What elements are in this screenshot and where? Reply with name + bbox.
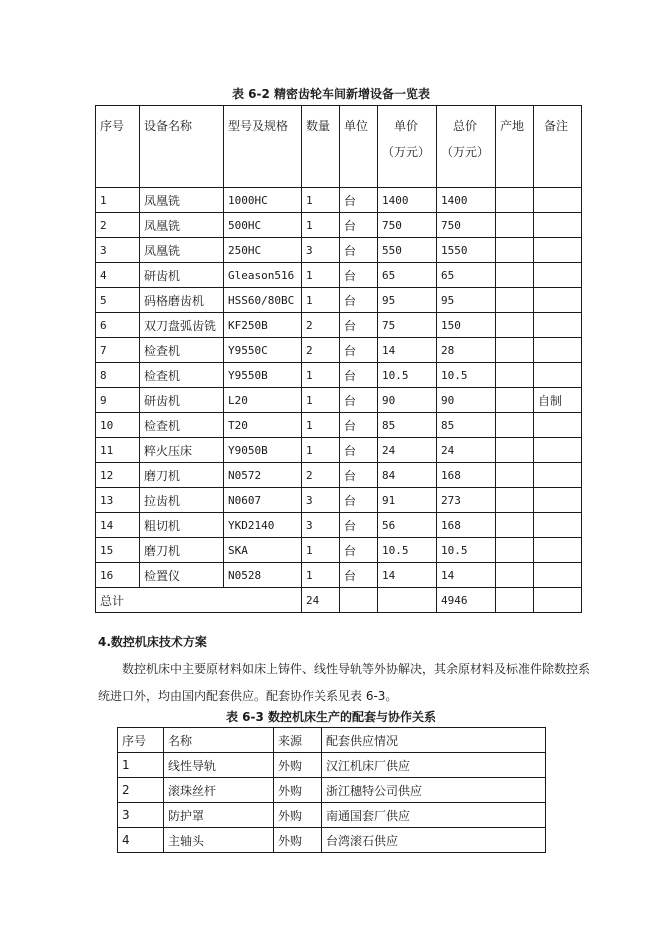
header-name: 名称 — [164, 728, 274, 753]
cell-remark — [534, 238, 582, 263]
cell-model: L20 — [224, 388, 302, 413]
table-row — [96, 413, 582, 438]
cell-name: 检查机 — [140, 363, 224, 388]
total-empty — [496, 588, 534, 613]
cell-no: 2 — [118, 778, 164, 803]
cell-origin — [496, 238, 534, 263]
cell-qty: 1 — [302, 438, 340, 463]
cell-total: 24 — [437, 438, 496, 463]
cell-origin — [496, 488, 534, 513]
cell-name: 主轴头 — [164, 828, 274, 853]
cell-origin — [496, 263, 534, 288]
header-qty: 数量 — [302, 106, 340, 188]
cell-no: 11 — [96, 438, 140, 463]
cell-model: 500HC — [224, 213, 302, 238]
total-empty — [534, 588, 582, 613]
cell-unit: 台 — [340, 338, 378, 363]
cell-total: 168 — [437, 513, 496, 538]
cell-unit: 台 — [340, 363, 378, 388]
cell-unit: 台 — [340, 238, 378, 263]
cell-remark — [534, 338, 582, 363]
header-no: 序号 — [96, 106, 140, 188]
table-row — [118, 828, 546, 853]
table-row — [96, 313, 582, 338]
cell-name: 凤凰铣 — [140, 238, 224, 263]
cell-name: 凤凰铣 — [140, 188, 224, 213]
cell-remark — [534, 213, 582, 238]
cell-remark — [534, 488, 582, 513]
cell-name: 磨刀机 — [140, 538, 224, 563]
cell-total: 85 — [437, 413, 496, 438]
cell-remark — [534, 538, 582, 563]
cell-no: 1 — [96, 188, 140, 213]
cell-name: 拉齿机 — [140, 488, 224, 513]
cell-qty: 1 — [302, 288, 340, 313]
cell-name: 码格磨齿机 — [140, 288, 224, 313]
cell-origin — [496, 213, 534, 238]
table2-header-row — [118, 728, 546, 753]
cell-origin — [496, 438, 534, 463]
total-row — [96, 588, 582, 613]
cell-name: 粹火压床 — [140, 438, 224, 463]
cell-qty: 1 — [302, 213, 340, 238]
cell-origin — [496, 388, 534, 413]
cell-origin — [496, 363, 534, 388]
cell-supply: 南通国套厂供应 — [322, 803, 546, 828]
cell-no: 3 — [118, 803, 164, 828]
cell-name: 线性导轨 — [164, 753, 274, 778]
table1-header-row — [96, 106, 582, 188]
table-row — [96, 438, 582, 463]
cell-unit: 台 — [340, 288, 378, 313]
cell-source: 外购 — [274, 778, 322, 803]
cell-unit: 台 — [340, 513, 378, 538]
cell-supply: 浙江穗特公司供应 — [322, 778, 546, 803]
cell-unit: 台 — [340, 413, 378, 438]
cell-remark — [534, 413, 582, 438]
cell-qty: 2 — [302, 313, 340, 338]
cell-model: HSS60/80BC — [224, 288, 302, 313]
cell-total: 14 — [437, 563, 496, 588]
cell-total: 750 — [437, 213, 496, 238]
cell-unit: 台 — [340, 463, 378, 488]
cell-qty: 1 — [302, 538, 340, 563]
cell-remark — [534, 188, 582, 213]
cell-price: 91 — [378, 488, 437, 513]
cell-model: 1000HC — [224, 188, 302, 213]
header-no: 序号 — [118, 728, 164, 753]
cell-price: 85 — [378, 413, 437, 438]
table-row — [96, 513, 582, 538]
cell-price: 550 — [378, 238, 437, 263]
cell-total: 150 — [437, 313, 496, 338]
cell-price: 84 — [378, 463, 437, 488]
header-total-price-label: 总价 — [453, 119, 478, 133]
cell-unit: 台 — [340, 388, 378, 413]
cell-qty: 3 — [302, 488, 340, 513]
table-row — [96, 538, 582, 563]
cell-total: 65 — [437, 263, 496, 288]
cell-qty: 1 — [302, 263, 340, 288]
cell-price: 90 — [378, 388, 437, 413]
cell-origin — [496, 463, 534, 488]
cell-no: 2 — [96, 213, 140, 238]
total-empty — [340, 588, 378, 613]
cell-name: 防护罩 — [164, 803, 274, 828]
header-name: 设备名称 — [140, 106, 224, 188]
header-total-price-sub: （万元） — [441, 145, 490, 159]
total-qty: 24 — [302, 588, 340, 613]
header-source: 来源 — [274, 728, 322, 753]
cell-source: 外购 — [274, 753, 322, 778]
table-row — [96, 463, 582, 488]
cell-price: 750 — [378, 213, 437, 238]
cell-origin — [496, 413, 534, 438]
cell-remark — [534, 363, 582, 388]
cell-no: 16 — [96, 563, 140, 588]
total-sum: 4946 — [437, 588, 496, 613]
cell-no: 3 — [96, 238, 140, 263]
cell-name: 检查机 — [140, 413, 224, 438]
cell-name: 凤凰铣 — [140, 213, 224, 238]
cell-qty: 1 — [302, 388, 340, 413]
cell-price: 10.5 — [378, 538, 437, 563]
cell-qty: 1 — [302, 188, 340, 213]
cell-name: 检查机 — [140, 338, 224, 363]
cell-unit: 台 — [340, 563, 378, 588]
cell-qty: 1 — [302, 563, 340, 588]
table-row — [96, 213, 582, 238]
cell-unit: 台 — [340, 188, 378, 213]
cell-name: 滚珠丝杆 — [164, 778, 274, 803]
cell-price: 95 — [378, 288, 437, 313]
cell-no: 4 — [96, 263, 140, 288]
cell-no: 1 — [118, 753, 164, 778]
cell-no: 10 — [96, 413, 140, 438]
cell-unit: 台 — [340, 488, 378, 513]
table-row — [96, 363, 582, 388]
header-model: 型号及规格 — [224, 106, 302, 188]
section-paragraph: 数控机床中主要原材料如床上铸件、线性导轨等外协解决，其余原材料及标准件除数控系统进口外，均由国内配套供应。配套协作关系见表 6-3。 — [98, 662, 591, 703]
cell-name: 研齿机 — [140, 388, 224, 413]
cell-price: 10.5 — [378, 363, 437, 388]
cell-name: 检置仪 — [140, 563, 224, 588]
section-heading: 4.数控机床技术方案 — [98, 635, 207, 649]
header-unit: 单位 — [340, 106, 378, 188]
cell-origin — [496, 288, 534, 313]
cell-total: 28 — [437, 338, 496, 363]
cell-total: 10.5 — [437, 363, 496, 388]
cell-remark — [534, 513, 582, 538]
cell-no: 4 — [118, 828, 164, 853]
supply-table — [117, 727, 546, 853]
header-unit-price-label: 单价 — [394, 119, 419, 133]
cell-origin — [496, 513, 534, 538]
cell-origin — [496, 313, 534, 338]
cell-qty: 2 — [302, 338, 340, 363]
cell-no: 9 — [96, 388, 140, 413]
cell-source: 外购 — [274, 828, 322, 853]
cell-total: 1550 — [437, 238, 496, 263]
cell-remark — [534, 313, 582, 338]
table-row — [96, 338, 582, 363]
cell-origin — [496, 338, 534, 363]
cell-qty: 3 — [302, 513, 340, 538]
cell-total: 168 — [437, 463, 496, 488]
cell-model: Gleason516 — [224, 263, 302, 288]
cell-unit: 台 — [340, 263, 378, 288]
cell-price: 65 — [378, 263, 437, 288]
cell-no: 5 — [96, 288, 140, 313]
cell-price: 14 — [378, 338, 437, 363]
cell-name: 研齿机 — [140, 263, 224, 288]
table2-caption: 表 6-3 数控机床生产的配套与协作关系 — [225, 710, 437, 724]
cell-model: YKD2140 — [224, 513, 302, 538]
cell-model: KF250B — [224, 313, 302, 338]
cell-source: 外购 — [274, 803, 322, 828]
table-row — [118, 753, 546, 778]
cell-supply: 台湾滚石供应 — [322, 828, 546, 853]
cell-total: 95 — [437, 288, 496, 313]
cell-unit: 台 — [340, 538, 378, 563]
cell-model: N0572 — [224, 463, 302, 488]
table-row — [96, 288, 582, 313]
cell-remark — [534, 438, 582, 463]
cell-no: 7 — [96, 338, 140, 363]
cell-model: Y9050B — [224, 438, 302, 463]
cell-no: 13 — [96, 488, 140, 513]
cell-model: T20 — [224, 413, 302, 438]
cell-name: 双刀盘弧齿铣 — [140, 313, 224, 338]
cell-remark — [534, 563, 582, 588]
cell-total: 90 — [437, 388, 496, 413]
cell-no: 8 — [96, 363, 140, 388]
total-label: 总计 — [96, 588, 302, 613]
cell-model: Y9550B — [224, 363, 302, 388]
header-total-price — [437, 106, 496, 188]
cell-supply: 汉江机床厂供应 — [322, 753, 546, 778]
table-row — [96, 563, 582, 588]
cell-model: 250HC — [224, 238, 302, 263]
cell-price: 56 — [378, 513, 437, 538]
cell-name: 粗切机 — [140, 513, 224, 538]
table-row — [96, 263, 582, 288]
table-row — [118, 778, 546, 803]
table-row — [96, 388, 582, 413]
header-unit-price-sub: （万元） — [382, 145, 431, 159]
cell-model: N0607 — [224, 488, 302, 513]
cell-qty: 3 — [302, 238, 340, 263]
header-remark: 备注 — [534, 106, 582, 188]
cell-no: 6 — [96, 313, 140, 338]
cell-no: 12 — [96, 463, 140, 488]
cell-origin — [496, 188, 534, 213]
cell-remark — [534, 263, 582, 288]
header-supply: 配套供应情况 — [322, 728, 546, 753]
cell-total: 1400 — [437, 188, 496, 213]
cell-price: 24 — [378, 438, 437, 463]
cell-unit: 台 — [340, 438, 378, 463]
cell-remark — [534, 288, 582, 313]
header-origin: 产地 — [496, 106, 534, 188]
table-row — [118, 803, 546, 828]
cell-name: 磨刀机 — [140, 463, 224, 488]
table-row — [96, 238, 582, 263]
cell-no: 15 — [96, 538, 140, 563]
cell-unit: 台 — [340, 213, 378, 238]
cell-price: 14 — [378, 563, 437, 588]
cell-remark: 自制 — [534, 388, 582, 413]
header-unit-price — [378, 106, 437, 188]
cell-price: 75 — [378, 313, 437, 338]
cell-origin — [496, 563, 534, 588]
table1-caption: 表 6-2 精密齿轮车间新增设备一览表 — [231, 87, 431, 101]
cell-model: SKA — [224, 538, 302, 563]
cell-model: N0528 — [224, 563, 302, 588]
equipment-table — [95, 105, 582, 613]
cell-no: 14 — [96, 513, 140, 538]
table-row — [96, 488, 582, 513]
total-empty — [378, 588, 437, 613]
cell-origin — [496, 538, 534, 563]
cell-remark — [534, 463, 582, 488]
cell-price: 1400 — [378, 188, 437, 213]
cell-total: 273 — [437, 488, 496, 513]
cell-qty: 1 — [302, 363, 340, 388]
table-row — [96, 188, 582, 213]
cell-model: Y9550C — [224, 338, 302, 363]
cell-unit: 台 — [340, 313, 378, 338]
cell-total: 10.5 — [437, 538, 496, 563]
cell-qty: 2 — [302, 463, 340, 488]
cell-qty: 1 — [302, 413, 340, 438]
